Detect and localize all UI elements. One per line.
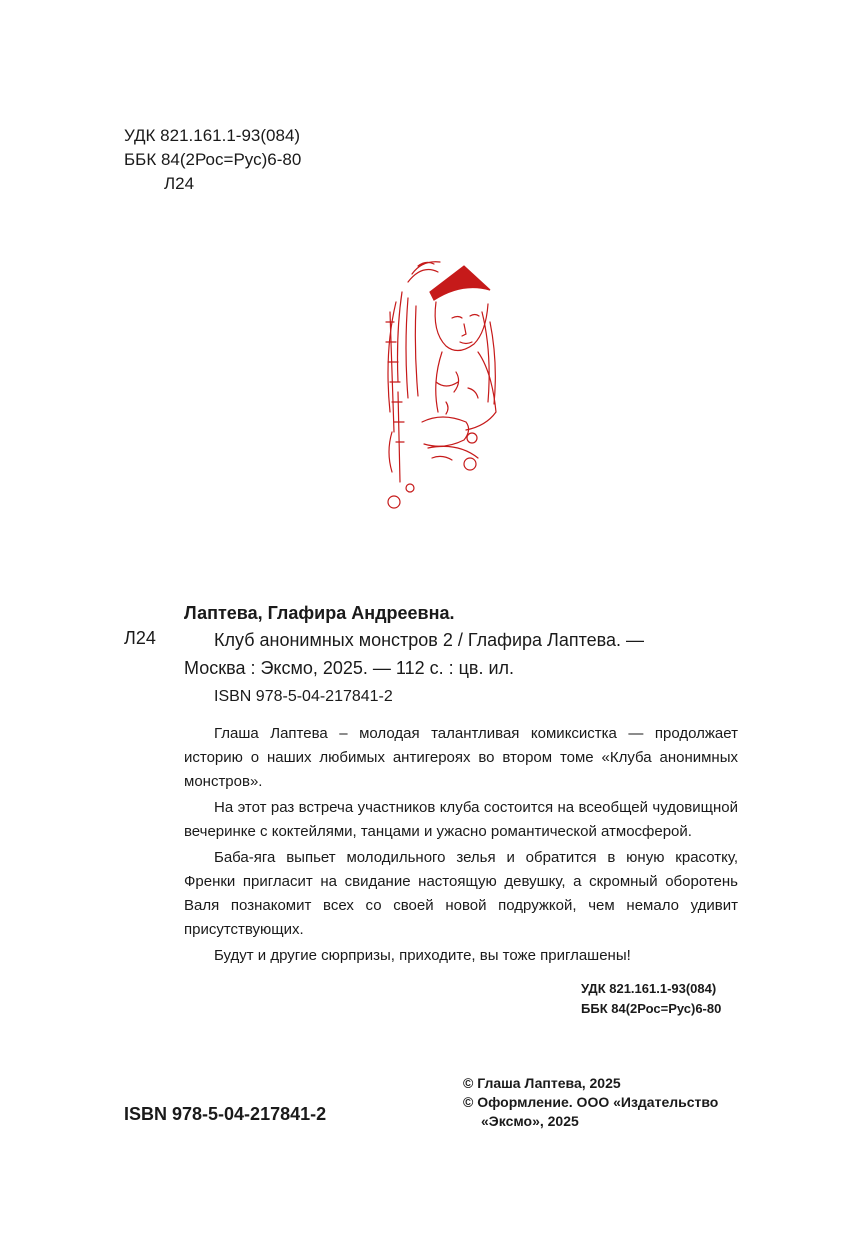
author-mark: Л24 [164,174,195,193]
bib-line-2: Москва : Эксмо, 2025. — 112 с. : цв. ил. [184,658,515,678]
annotation-paragraph: Баба-яга выпьет молодильного зелья и обратится в юную красотку, Френки пригласит на свидание настоящую девушку, а скромный оборотень Валя познакомит всех со своей новой подружкой, чем немало удивит присутствующих. [184,849,738,938]
annotation-paragraph: На этот раз встреча участников клуба состоится на всеобщей чудовищной вечеринке с коктейлями, танцами и ужасно романтической атмосферой. [184,799,738,840]
library-code: Л24 [124,628,156,648]
annotation-paragraph: Будут и другие сюрпризы, приходите, вы тоже приглашены! [214,947,631,964]
isbn-record: ISBN 978-5-04-217841-2 [214,688,393,705]
bbk-code: ББК 84(2Рос=Рус)6-80 [124,150,302,169]
isbn-main: ISBN 978-5-04-217841-2 [124,1104,327,1124]
copyright-line-publisher: «Эксмо», 2025 [481,1113,579,1129]
udk-code-right: УДК 821.161.1-93(084) [581,981,717,996]
udc-right-block [581,979,721,1019]
annotation [184,722,738,970]
girl-illustration [372,252,508,514]
author-name: Лаптева, Глафира Андреевна. [184,603,455,623]
udk-code: УДК 821.161.1-93(084) [124,126,301,145]
copyright-block [463,1074,718,1131]
udc-block [124,124,301,196]
copyright-line-design: © Оформление. ООО «Издательство [463,1094,719,1110]
bbk-code-right: ББК 84(2Рос=Рус)6-80 [581,1001,722,1016]
bibliographic-record [184,626,744,682]
annotation-paragraph: Глаша Лаптева – молодая талантливая комиксистка — продолжает историю о наших любимых антигероях во втором томе «Клуба анонимных монстров». [184,725,738,790]
bib-line-1: Клуб анонимных монстров 2 / Глафира Лаптева. — [214,630,645,650]
copyright-line-author: © Глаша Лаптева, 2025 [463,1075,621,1091]
